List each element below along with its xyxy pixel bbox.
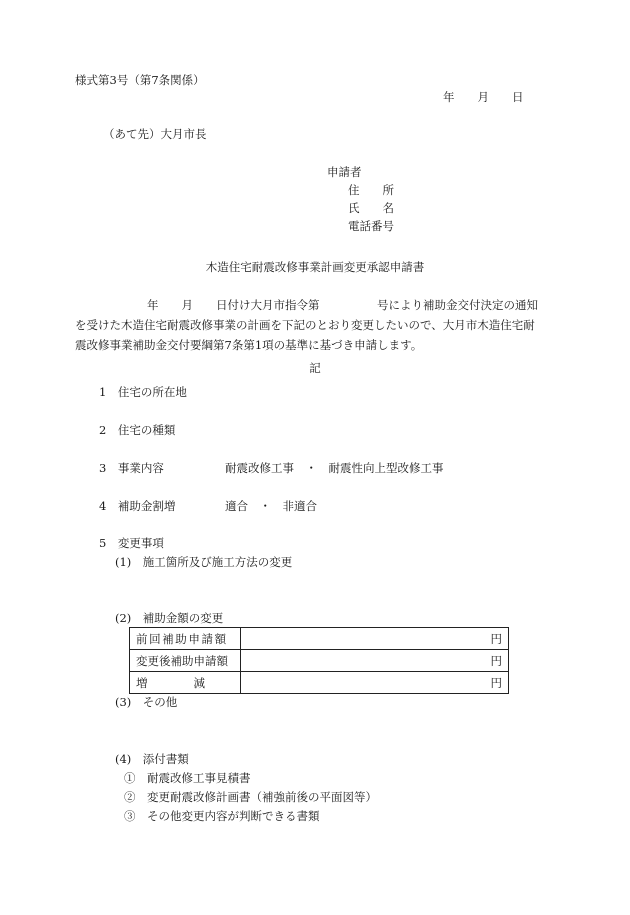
item-subsidy-premium: 4 補助金割増: [99, 499, 176, 513]
amount-unit: 円: [241, 628, 509, 650]
applicant-address-label: 住 所: [348, 183, 394, 197]
table-row: [130, 672, 509, 694]
applicant-title: 申請者: [327, 165, 362, 179]
subsidy-premium-options: 適合 ・ 非適合: [225, 499, 317, 513]
change-subsidy-amount: (2) 補助金額の変更: [115, 611, 224, 625]
table-row: [130, 650, 509, 672]
body-line-3: 震改修事業補助金交付要綱第7条第1項の基準に基づき申請します。: [75, 338, 423, 352]
item-project-content: 3 事業内容: [99, 461, 164, 475]
attachment-item: ① 耐震改修工事見積書: [124, 771, 251, 785]
document-title: 木造住宅耐震改修事業計画変更承認申請書: [205, 260, 425, 274]
amount-unit: 円: [241, 650, 509, 672]
attachment-item: ② 変更耐震改修計画書（補強前後の平面図等）: [124, 790, 377, 804]
amount-label: 変更後補助申請額: [130, 650, 241, 672]
addressee: （あて先）大月市長: [103, 127, 207, 141]
body-line-2: を受けた木造住宅耐震改修事業の計画を下記のとおり変更したいので、大月市木造住宅耐: [75, 318, 535, 332]
change-other: (3) その他: [115, 695, 178, 709]
item-house-type: 2 住宅の種類: [99, 423, 176, 437]
applicant-phone-label: 電話番号: [348, 219, 394, 233]
amount-label: 増 減: [130, 672, 241, 694]
table-row: [130, 628, 509, 650]
attachment-item: ③ その他変更内容が判断できる書類: [124, 809, 320, 823]
item-location: 1 住宅の所在地: [99, 385, 187, 399]
form-number: 様式第3号（第7条関係）: [75, 73, 205, 87]
amount-label: 前回補助申請額: [130, 628, 241, 650]
attachments-heading: (4) 添付書類: [115, 752, 189, 766]
body-paragraph: [75, 295, 555, 355]
ki-heading: 記: [309, 361, 321, 375]
amount-unit: 円: [241, 672, 509, 694]
change-construction-method: (1) 施工箇所及び施工方法の変更: [115, 555, 293, 569]
project-content-options: 耐震改修工事 ・ 耐震性向上型改修工事: [225, 461, 444, 475]
item-changes: 5 変更事項: [99, 536, 164, 550]
subsidy-amount-table: [129, 627, 509, 694]
applicant-name-label: 氏 名: [348, 201, 394, 215]
body-line-1: 年 月 日付け大月市指令第 号により補助金交付決定の通知: [147, 298, 538, 312]
date-line: 年 月 日: [443, 90, 524, 104]
